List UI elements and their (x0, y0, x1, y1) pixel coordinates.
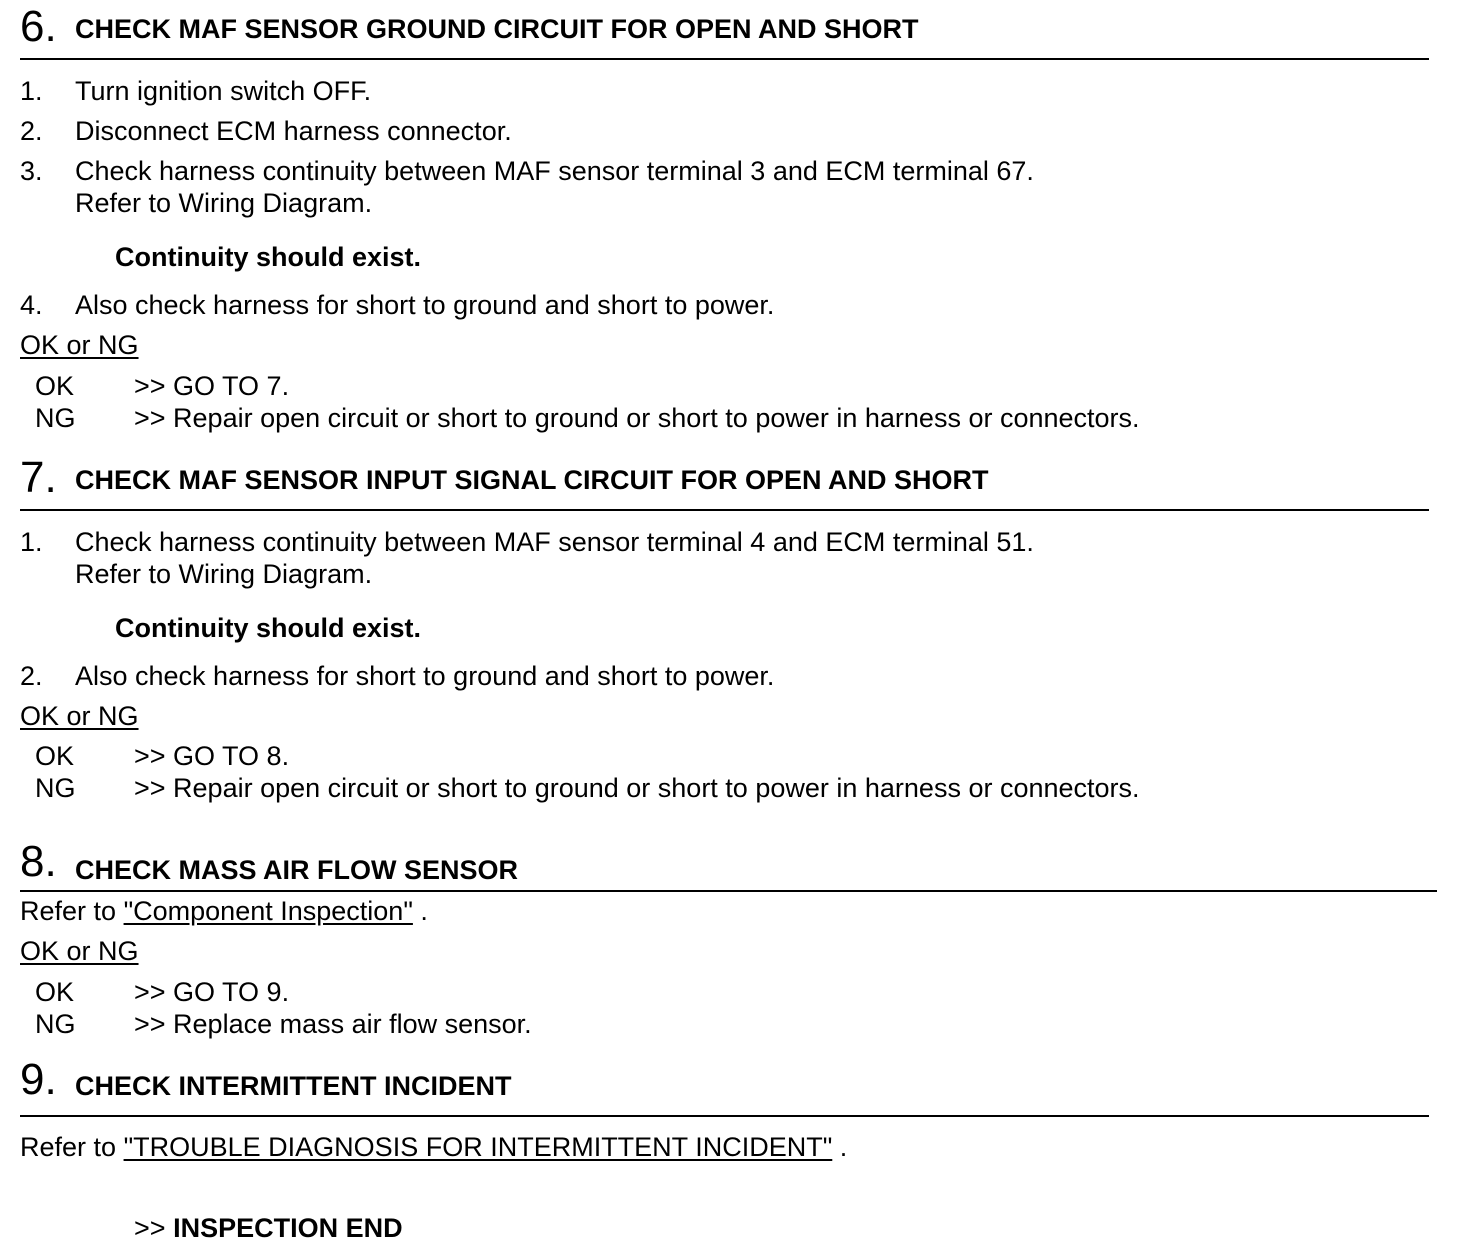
ng-action: >> Repair open circuit or short to ground or short to power in harness or connectors. (134, 403, 1140, 433)
ok-action: >> GO TO 7. (134, 371, 290, 401)
refer-prefix: Refer to (20, 1132, 117, 1162)
refer-suffix: . (420, 896, 428, 926)
step-number: 4. (20, 290, 43, 320)
section-divider (20, 890, 1437, 892)
step-number: 1. (20, 527, 43, 557)
spec-text: Continuity should exist. (115, 613, 422, 643)
result-label: OK or NG (20, 330, 139, 360)
ng-label: NG (35, 773, 76, 803)
ng-label: NG (35, 1009, 76, 1039)
end-label: INSPECTION END (173, 1213, 403, 1243)
step-number: 3. (20, 156, 43, 186)
section-divider (20, 1115, 1429, 1117)
section-number: 9. (20, 1055, 57, 1104)
section-divider (20, 58, 1429, 60)
step-text: Check harness continuity between MAF sensor terminal 4 and ECM terminal 51. (75, 527, 1034, 557)
ok-label: OK (35, 371, 75, 401)
refer-prefix: Refer to (20, 896, 117, 926)
ok-label: OK (35, 977, 75, 1007)
section-divider (20, 509, 1429, 511)
section-number: 8. (20, 837, 57, 886)
step-text: Check harness continuity between MAF sensor terminal 3 and ECM terminal 67. (75, 156, 1034, 186)
ng-label: NG (35, 403, 76, 433)
step-number: 1. (20, 76, 43, 106)
step-number: 2. (20, 661, 43, 691)
refer-suffix: . (839, 1132, 848, 1162)
component-inspection-link[interactable]: "Component Inspection" (123, 896, 413, 926)
section-title: CHECK MAF SENSOR GROUND CIRCUIT FOR OPEN AND SHORT (75, 14, 919, 44)
step-text-continued: Refer to Wiring Diagram. (75, 188, 373, 218)
ok-label: OK (35, 741, 75, 771)
section-title: CHECK INTERMITTENT INCIDENT (75, 1071, 512, 1101)
ng-action: >> Repair open circuit or short to ground or short to power in harness or connectors. (134, 773, 1140, 803)
section-title: CHECK MASS AIR FLOW SENSOR (75, 855, 519, 885)
result-label: OK or NG (20, 701, 139, 731)
section-number: 6. (20, 2, 57, 51)
intermittent-incident-link[interactable]: "TROUBLE DIAGNOSIS FOR INTERMITTENT INCIDENT" (123, 1132, 833, 1162)
ng-action: >> Replace mass air flow sensor. (134, 1009, 532, 1039)
step-text: Also check harness for short to ground and short to power. (75, 661, 775, 691)
step-text: Turn ignition switch OFF. (75, 76, 372, 106)
refer-line (20, 898, 428, 925)
spec-text: Continuity should exist. (115, 242, 422, 272)
inspection-end (134, 1215, 403, 1242)
section-title: CHECK MAF SENSOR INPUT SIGNAL CIRCUIT FOR OPEN AND SHORT (75, 465, 989, 495)
step-text: Disconnect ECM harness connector. (75, 116, 512, 146)
ok-action: >> GO TO 9. (134, 977, 290, 1007)
section-number: 7. (20, 453, 57, 502)
step-number: 2. (20, 116, 43, 146)
end-arrow: >> (134, 1213, 166, 1243)
result-label: OK or NG (20, 936, 139, 966)
step-text: Also check harness for short to ground and short to power. (75, 290, 775, 320)
refer-line (20, 1134, 847, 1161)
step-text-continued: Refer to Wiring Diagram. (75, 559, 373, 589)
ok-action: >> GO TO 8. (134, 741, 290, 771)
